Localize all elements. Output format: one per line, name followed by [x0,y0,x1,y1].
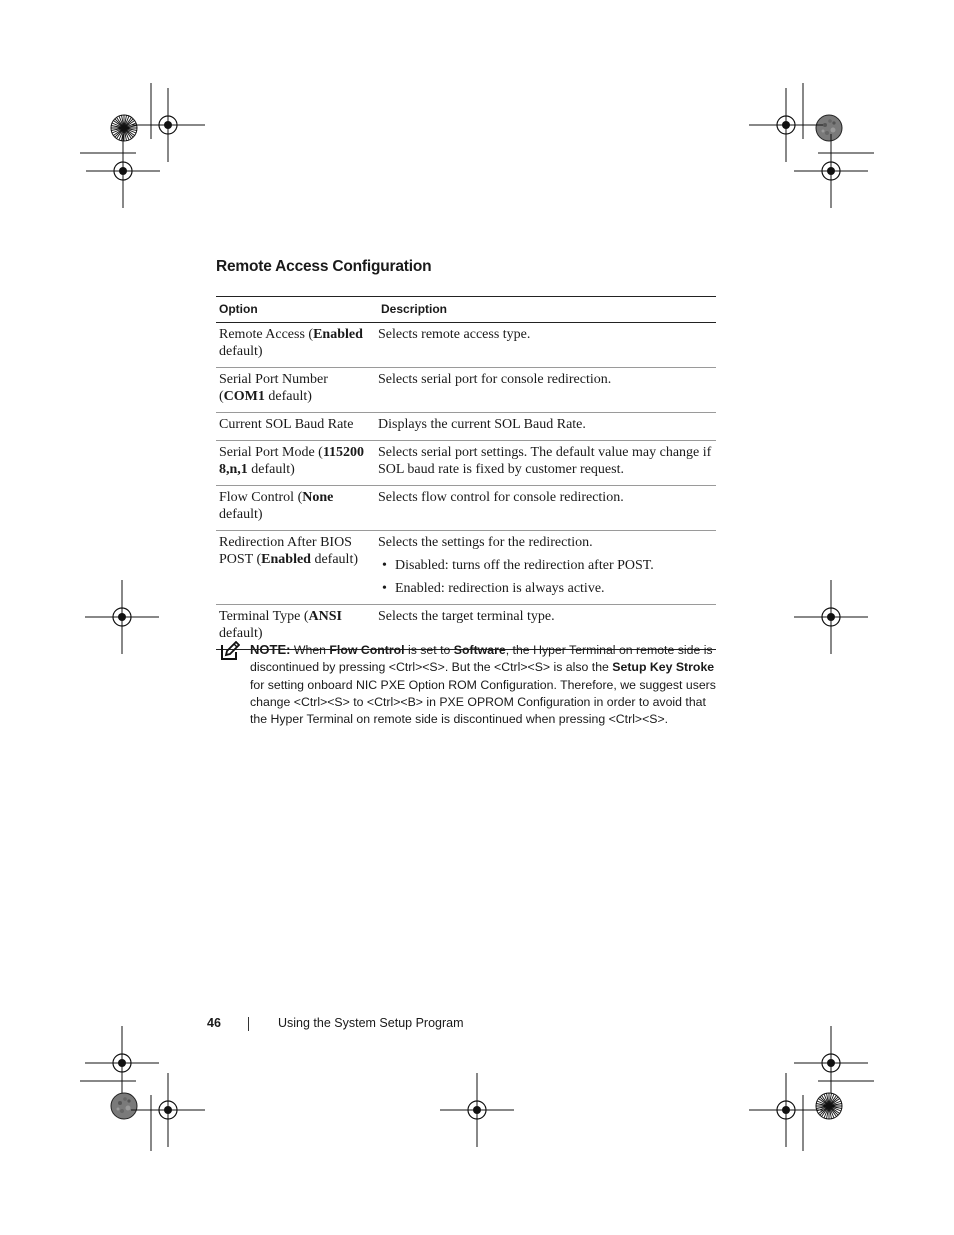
description-cell: Selects remote access type. [375,323,716,368]
keyword-software: Software [453,643,506,657]
option-cell: Redirection After BIOS POST (Enabled default) [216,531,375,605]
description-cell: Selects the target terminal type. [375,605,716,650]
keyword-flow-control: Flow Control [329,643,405,657]
description-cell: Selects flow control for console redirection. [375,486,716,531]
table-row [216,486,716,531]
description-text: Selects the settings for the redirection. [378,535,593,550]
option-cell: Remote Access (Enabled default) [216,323,375,368]
table-header-row [216,297,716,323]
option-cell: Serial Port Mode (115200 8,n,1 default) [216,441,375,486]
redirection-bullet-list [378,557,713,597]
description-cell: Displays the current SOL Baud Rate. [375,413,716,441]
remote-access-options-table [216,296,716,650]
option-cell: Flow Control (None default) [216,486,375,531]
description-cell [375,531,716,605]
description-cell: Selects serial port for console redirection. [375,368,716,413]
section-heading: Remote Access Configuration [216,258,432,275]
footer-chapter-title: Using the System Setup Program [278,1016,464,1030]
column-header-option: Option [216,297,375,323]
pencil-note-icon [220,641,240,661]
list-item: • Disabled: turns off the redirection after POST. [378,557,713,574]
list-item: • Enabled: redirection is always active. [378,580,713,597]
table-row [216,441,716,486]
option-cell: Serial Port Number (COM1 default) [216,368,375,413]
note-paragraph: NOTE: When Flow Control is set to Software, the Hyper Terminal on remote side is discontinued by pressing <Ctrl><S>. But the <Ctrl><S> is also the Setup Key Stroke for setting onboard NIC PXE Option ROM Configuration. Therefore, we suggest users change <Ctrl><S> to <Ctrl><B> in PXE OPROM Configuration in order to avoid that the Hyper Terminal on remote side is discontinued when pressing <Ctrl><S>. [250,642,716,727]
footer-separator [248,1017,249,1031]
keyword-setup-key-stroke: Setup Key Stroke [612,660,715,675]
page-number: 46 [207,1016,221,1030]
table-row [216,323,716,368]
note-label: NOTE: [250,642,291,657]
column-header-description: Description [375,297,716,323]
option-cell: Terminal Type (ANSI default) [216,605,375,650]
option-cell: Current SOL Baud Rate [216,413,375,441]
description-cell: Selects serial port settings. The default value may change if SOL baud rate is fixed by customer request. [375,441,716,486]
table-row [216,531,716,605]
table-row [216,368,716,413]
table-row [216,413,716,441]
